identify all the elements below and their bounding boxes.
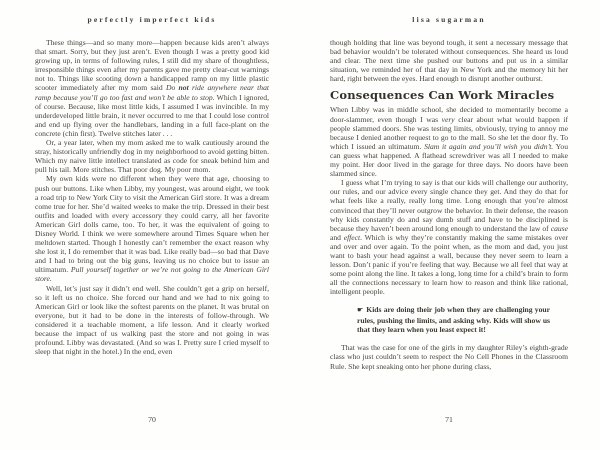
paragraph: My own kids were no different when they were that age, choosing to push our buttons. Like when Libby, my youngest, was around eight, we took a road trip to New York City to visit the American Girl store. It was a dream come true for her. She’d waited weeks to make the trip. Dressed in their best outfits and loaded with every accessory they could carry, all her favorite American Girl dolls came, too. To her, it was the equivalent of going to Disney World. I think we were somewhere around Times Square when her meltdown started. Though I honestly can’t remember the exact reason why she lost it, I do remember that it was bad. Like really bad—so bad that Dave and I had to bring out the big guns, leaving us no choice but to issue an ultimatum. Pull yourself together or we’re not going to the American Girl store. (35, 174, 269, 284)
callout-text: Kids are doing their job when they are challenging your rules, pushing the limits, and asking why. Kids will show us that they learn when you least expect it! (357, 305, 550, 335)
paragraph: Or, a year later, when my mom asked me to walk cautiously around the stray, historically unfriendly dog in my neighborhood to avoid getting bitten. Which my naive little intellect translated as code for sneak behind him and pull his tail. More stitches. That poor dog. My poor mom. (35, 138, 269, 175)
paragraph-continuation: though holding that line was beyond tough, it sent a necessary message that bad behavior wouldn’t be tolerated without consequences. She heard us loud and clear. The next time she pushed our buttons and put us in a similar situation, we reminded her of that day in New York and the memory hit her hard, right between the eyes. Hard enough to disrupt another outburst. (330, 38, 568, 84)
paragraph: Well, let’s just say it didn’t end well. She couldn’t get a grip on herself, so it left us no choice. She forced our hand and we had to nix going to American Girl or look like the softest parents on the planet. It was brutal on everyone, but it had to be done in the interests of follow-through. We considered it a teachable moment, a life lesson. And it clearly worked because the impact of us walking past the store and not going in was profound. Libby was devastated. (And so was I. Pretty sure I cried myself to sleep that night in the hotel.) In the end, even (35, 283, 269, 357)
book-page-left (35, 0, 269, 450)
page-number-right: 71 (445, 415, 453, 424)
section-heading: Consequences Can Work Miracles (330, 88, 555, 103)
paragraph: These things—and so many more—happen because kids aren’t always that smart. Sorry, but they just aren’t. Even though I was a pretty good kid growing up, in terms of following rules, I still did my share of thoughtless, irresponsible things even after my parents gave me pretty clear-cut warnings not to. Things like scooting down a handicapped ramp on my little plastic scooter immediately after my mom said Do not ride anywhere near that ramp because you’ll go too fast and won’t be able to stop. Which I ignored, of course. Because, like most little kids, I assumed I was invincible. In my underdeveloped little brain, it never occurred to me that I could lose control and end up flying over the handlebars, landing in a full face-plant on the concrete (chin first). Twelve stitches later . . . (35, 38, 269, 138)
page-number-left: 70 (148, 415, 156, 424)
running-header-author: lisa sugarman (412, 15, 486, 24)
paragraph: When Libby was in middle school, she decided to momentarily become a door-slammer, even though I was very clear about what would happen if people slammed doors. She was testing limits, obviously, trying to annoy me because I denied another request to go to the mall. So she let the door fly. To which I issued an ultimatum. Slam it again and you’ll wish you didn’t. You can guess what happened. A flathead screwdriver was all I needed to make my point. Her door lived in the garage for three days. No doors have been slammed since. (330, 105, 568, 179)
running-header-book-title: perfectly imperfect kids (87, 15, 217, 24)
key-point-callout (357, 305, 550, 334)
paragraph: That was the case for one of the girls in my daughter Riley’s eighth-grade class who just couldn’t seem to respect the No Cell Phones in the Classroom Rule. She kept sneaking onto her phone during class, (330, 343, 568, 371)
paragraph: I guess what I’m trying to say is that our kids will challenge our authority, our rules, and our advice every single chance they get. And they do that for what feels like a really, really long time. Long enough that you’re almost convinced that they’ll never outgrow the behavior. In their defense, the reason why kids constantly do and say dumb stuff and have to be disciplined is because they haven’t been around long enough to understand the law of cause and effect. Which is why they’re constantly making the same mistakes over and over and over again. To the point when, as the mom and dad, you just want to bash your head against a wall, because they never seem to learn a lesson. Don’t panic if you’re feeling that way. Because we all feel that way at some point along the line. It takes a long, long time for a child’s brain to form all the connections necessary to learn how to reason and think like rational, intelligent people. (330, 178, 568, 297)
book-page-right (330, 0, 568, 450)
pointing-hand-icon: ☛ (357, 306, 364, 315)
